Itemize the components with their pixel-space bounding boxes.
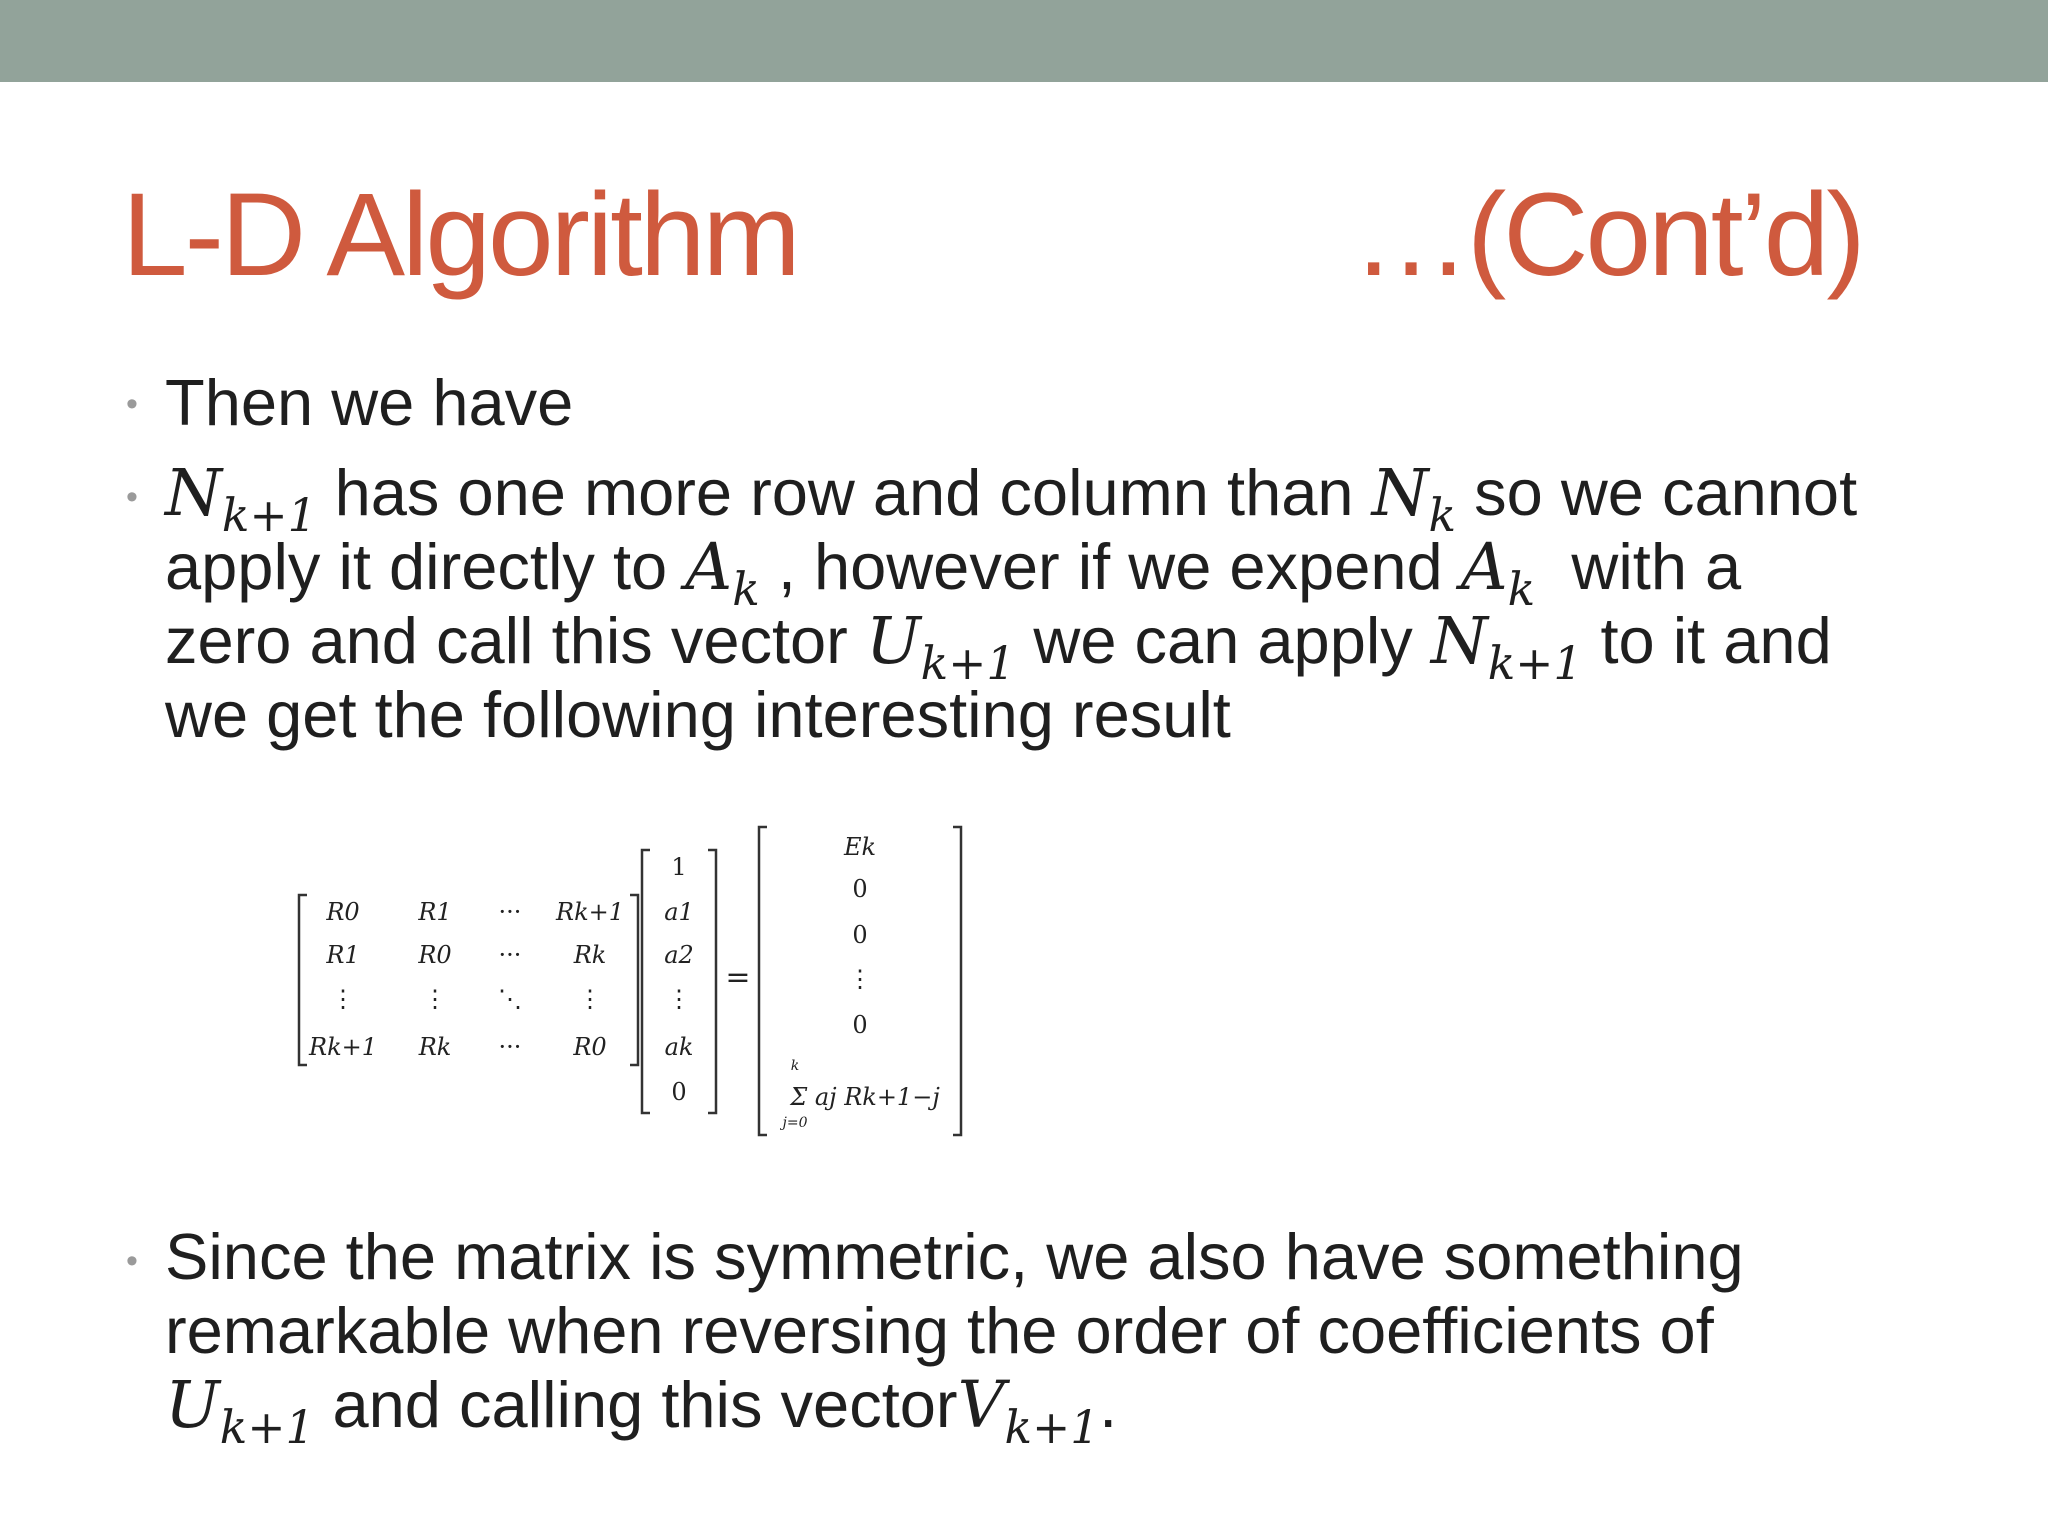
- math-v-k1: $V_{k+1}$: [957, 1368, 1100, 1454]
- vector-a-entry: ⋮: [667, 985, 691, 1013]
- vector-a-entry: ak: [664, 1033, 694, 1061]
- vector-rhs-entry: 0: [852, 875, 868, 903]
- vector-rhs-entry: ⋮: [848, 965, 872, 993]
- vector-rhs-entry: Ek: [843, 833, 877, 861]
- math-u-k1: $U_{k+1}$: [865, 604, 1016, 690]
- matrix-equation-figure: [285, 815, 975, 1145]
- math-a-k: $A_k$: [685, 530, 760, 616]
- matrix-entry: R0: [573, 1033, 607, 1061]
- vector-a-entry: 0: [671, 1078, 687, 1106]
- matrix-entry: ⋮: [578, 985, 602, 1013]
- vector-rhs-entry: 0: [852, 1011, 868, 1039]
- bullet-marker: •: [126, 385, 138, 423]
- bullet-2-line-4: we get the following interesting result: [165, 678, 1231, 751]
- matrix-entry: R0: [326, 898, 360, 926]
- slide-title-continued: …(Cont’d): [1352, 169, 1863, 301]
- math-n-k1: $N_{k+1}$: [1430, 604, 1583, 690]
- bullet-3-line-2: remarkable when reversing the order of coefficients of: [165, 1294, 1714, 1367]
- math-n-k1: $N_{k+1}$: [165, 456, 317, 542]
- bullet-2-line-2: apply it directly to $A_k$ , however if we expend $A_k$ with a: [165, 530, 1742, 616]
- matrix-entry: Rk: [573, 941, 607, 969]
- matrix-entry: ⋮: [331, 985, 355, 1013]
- math-n-k: $N_k$: [1371, 456, 1457, 542]
- matrix-entry: ⋮: [423, 985, 447, 1013]
- bullet-marker: •: [126, 478, 138, 516]
- bullet-2-line-1: $N_{k+1}$ has one more row and column than $N_k$ so we cannot: [165, 456, 1858, 542]
- matrix-entry: ···: [498, 1033, 522, 1061]
- bullet-1-line: Then we have: [165, 366, 574, 439]
- sum-upper-limit: k: [790, 1058, 800, 1074]
- math-u-k1: $U_{k+1}$: [165, 1368, 315, 1454]
- matrix-entry: ···: [498, 941, 522, 969]
- matrix-entry: R0: [418, 941, 452, 969]
- bullet-3-line-3: $U_{k+1}$ and calling this vectorV$_{k+1}$.: [165, 1368, 1118, 1454]
- matrix-entry: R1: [418, 898, 452, 926]
- equals-sign: =: [725, 960, 751, 995]
- vector-rhs-entry: Σ aj Rk+1−j: [790, 1083, 940, 1111]
- vector-a-entry: 1: [671, 853, 687, 881]
- top-accent-bar: [0, 0, 2048, 82]
- matrix-equation: [285, 815, 975, 1145]
- vector-rhs-entry: 0: [852, 921, 868, 949]
- bullet-marker: •: [126, 1242, 138, 1280]
- slide-title: L-D Algorithm: [122, 169, 798, 301]
- bullet-3-line-1: Since the matrix is symmetric, we also have something: [165, 1220, 1744, 1293]
- bullet-2-line-3: zero and call this vector $U_{k+1}$ we can apply $N_{k+1}$ to it and: [165, 604, 1832, 690]
- matrix-entry: Rk: [418, 1033, 452, 1061]
- matrix-entry: ⋱: [498, 985, 522, 1013]
- matrix-entry: R1: [326, 941, 360, 969]
- matrix-entry: Rk+1: [556, 898, 624, 926]
- vector-a-entry: a1: [664, 898, 694, 926]
- matrix-entry: Rk+1: [309, 1033, 377, 1061]
- matrix-entry: ···: [498, 898, 522, 926]
- math-a-k: $A_k$: [1460, 530, 1536, 616]
- sum-lower-limit: j=0: [782, 1115, 808, 1131]
- vector-a-entry: a2: [664, 941, 694, 969]
- bullet-1-text: [165, 366, 573, 440]
